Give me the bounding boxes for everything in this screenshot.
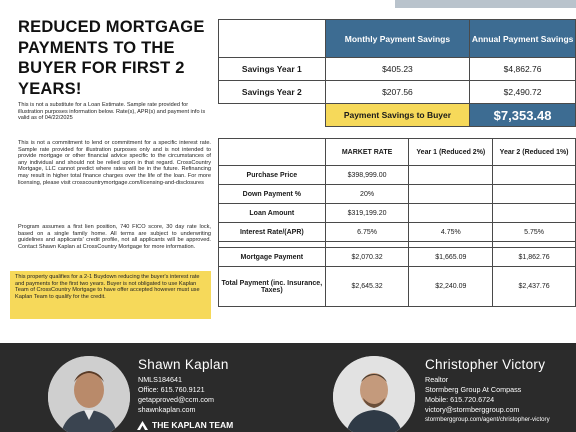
rates-row-year2 (493, 185, 576, 204)
rates-row (219, 267, 576, 307)
agent1-email[interactable]: getapproved@ccm.com (138, 395, 215, 404)
rates-row-year1: $1,665.09 (409, 248, 493, 267)
disclaimer-commitment: This is not a commitment to lend or commitment for a specific interest rate. Sample rate provided for illustration purposes only and is not intended to provide mortgage or other financial advice specific to the circumstances of any individual and should not be relied upon in that regard. CrossCountry Mortgage, LLC cannot predict where rates will be in the future. Refinancing may result in higher total finance charges over the life of the loan. For more licensing, please visit crosscountrymortgage.com/licensing-and-disclosures (18, 140, 211, 186)
savings-total-blank (219, 104, 326, 127)
rates-row-market: $2,070.32 (325, 248, 409, 267)
team-logo-icon (137, 421, 148, 430)
agent2-name: Christopher Victory (425, 357, 546, 372)
rates-row (219, 185, 576, 204)
savings-row-label: Savings Year 1 (219, 58, 326, 81)
savings-row-monthly: $207.56 (325, 81, 470, 104)
avatar-illustration (48, 356, 130, 432)
rates-row-year1: $2,240.09 (409, 267, 493, 307)
rates-row (219, 248, 576, 267)
agent2-email[interactable]: victory@stormberggroup.com (425, 405, 520, 414)
savings-total-row (219, 104, 576, 127)
savings-total-value: $7,353.48 (470, 104, 576, 127)
buydown-callout: This property qualifies for a 2-1 Buydown reducing the buyer's interest rate and payments for the first two years. Buyer is not obligated to use Kaplan Team of CrossCountry Mortgage to have offer accepted however must use Kaplan Team to qualify for the credit. (10, 271, 211, 319)
agent2-mobile[interactable]: Mobile: 615.720.6724 (425, 395, 495, 404)
agent-photo-christopher (333, 356, 415, 432)
savings-header-monthly: Monthly Payment Savings (325, 20, 470, 58)
savings-table (218, 19, 576, 127)
agent-photo-shawn (48, 356, 130, 432)
rates-row-year2 (493, 204, 576, 223)
rates-row (219, 223, 576, 242)
top-bar-left (0, 0, 395, 8)
rates-table (218, 138, 576, 307)
disclaimer-loan-estimate: This is not a substitute for a Loan Estimate. Sample rate provided for illustration purposes information below. Rate(s), APR(s) and payment info is valid as of 04/22/2025 (18, 102, 206, 122)
rates-row-label: Interest Rate/(APR) (219, 223, 326, 242)
rates-row-year1 (409, 166, 493, 185)
kaplan-team-logo (137, 420, 233, 430)
rates-header-market: MARKET RATE (325, 139, 409, 166)
agent2-website[interactable]: stormberggroup.com/agent/christopher-victory (425, 416, 550, 423)
agent1-name: Shawn Kaplan (138, 357, 229, 372)
rates-row-year2 (493, 166, 576, 185)
headline: REDUCED MORTGAGE PAYMENTS TO THE BUYER FOR FIRST 2 YEARS! (18, 18, 205, 98)
rates-row-market: 6.75% (325, 223, 409, 242)
disclaimer-program: Program assumes a first lien position, 740 FICO score, 30 day rate lock, based on a single family home. All terms are subject to underwriting guidelines and applicants' credit profile, not all applicants will be approved. Contact Shawn Kaplan at CrossCountry Mortgage for more information. (18, 224, 211, 250)
rates-row-label: Down Payment % (219, 185, 326, 204)
rates-header-year1: Year 1 (Reduced 2%) (409, 139, 493, 166)
agent1-nmls: NMLS184641 (138, 375, 182, 384)
agent1-office[interactable]: Office: 615.760.9121 (138, 385, 205, 394)
rates-header-blank (219, 139, 326, 166)
rates-row-market: 20% (325, 185, 409, 204)
agent1-website[interactable]: shawnkaplan.com (138, 405, 196, 414)
agent2-title: Realtor (425, 375, 449, 384)
savings-row-annual: $4,862.76 (470, 58, 576, 81)
rates-row-year1: 4.75% (409, 223, 493, 242)
savings-row-monthly: $405.23 (325, 58, 470, 81)
avatar-illustration (333, 356, 415, 432)
rates-row-market: $319,199.20 (325, 204, 409, 223)
rates-row-year2: 5.75% (493, 223, 576, 242)
rates-row (219, 166, 576, 185)
savings-row (219, 58, 576, 81)
savings-header-blank (219, 20, 326, 58)
savings-total-label: Payment Savings to Buyer (325, 104, 470, 127)
rates-row-market: $2,645.32 (325, 267, 409, 307)
agent2-company: Stormberg Group At Compass (425, 385, 522, 394)
rates-row-year1 (409, 204, 493, 223)
rates-row-year2: $2,437.76 (493, 267, 576, 307)
rates-row-label: Total Payment (inc. Insurance, Taxes) (219, 267, 326, 307)
savings-row-annual: $2,490.72 (470, 81, 576, 104)
rates-row-label: Mortgage Payment (219, 248, 326, 267)
rates-row-market: $398,999.00 (325, 166, 409, 185)
top-bar-accent (395, 0, 576, 8)
rates-row (219, 204, 576, 223)
rates-row-year1 (409, 185, 493, 204)
team-logo-text: THE KAPLAN TEAM (152, 420, 234, 430)
rates-row-year2: $1,862.76 (493, 248, 576, 267)
savings-row-label: Savings Year 2 (219, 81, 326, 104)
rates-row-label: Purchase Price (219, 166, 326, 185)
rates-header-year2: Year 2 (Reduced 1%) (493, 139, 576, 166)
savings-header-annual: Annual Payment Savings (470, 20, 576, 58)
rates-row-label: Loan Amount (219, 204, 326, 223)
savings-row (219, 81, 576, 104)
